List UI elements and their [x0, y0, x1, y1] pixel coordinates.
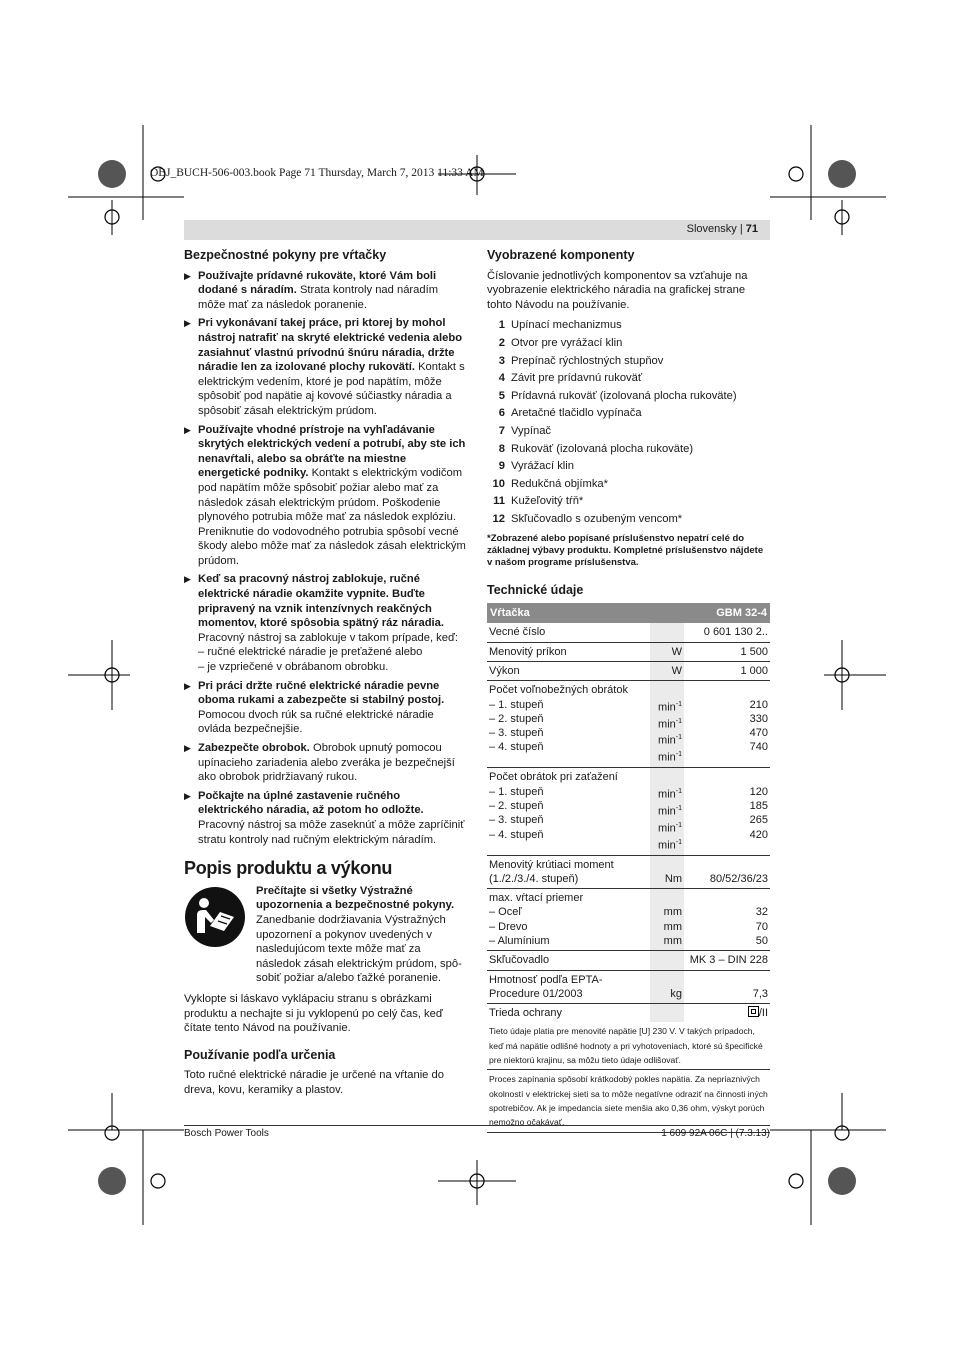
diameter-row-label: – Drevo — [489, 920, 528, 933]
component-label: Prepínač rýchlostných stupňov — [511, 354, 664, 367]
load-row-label: – 4. stupeň — [489, 828, 544, 841]
bullet-bold: Používajte prídavné rukoväte, ktoré Vám boli dodané s náradím. — [198, 269, 437, 297]
unit-cell — [650, 623, 684, 642]
weight-unit: kg — [650, 970, 684, 1004]
list-item — [487, 424, 770, 439]
table-head-right: GBM 32-4 — [684, 603, 770, 623]
component-number: 3 — [498, 354, 505, 367]
rpm-exp: -1 — [675, 717, 682, 725]
load-row-value: 120 — [749, 785, 768, 798]
header-label: Slovensky | 71 — [686, 223, 758, 235]
table-row — [487, 661, 770, 680]
bullet-text: Pracovný nástroj sa zablokuje v takom prípade, keď: — [198, 631, 458, 644]
tech-table — [487, 603, 770, 1132]
safety-bullet — [184, 572, 466, 674]
table-row — [487, 970, 770, 1004]
table-head-left: Vŕtačka — [487, 603, 684, 623]
list-item — [487, 318, 770, 333]
component-label: Upínací mechanizmus — [511, 319, 622, 332]
list-item — [487, 512, 770, 527]
safety-bullet — [184, 316, 466, 418]
table-row — [487, 642, 770, 661]
load-row-unit — [652, 819, 682, 836]
safety-bullet — [184, 269, 466, 313]
diameter-labels — [489, 905, 648, 948]
bullet-bold: Pri vykonávaní takej práce, pri ktorej by mohol nástroj natrafiť na skryté elektrické vedenia alebo zasiahnuť vlastnú prívodnú šnúru náradia, držte náradie len za izolované plochy rukovätí. — [198, 317, 463, 374]
list-item — [487, 354, 770, 369]
component-label: Vypínač — [511, 424, 552, 437]
tech-heading: Technické údaje — [487, 582, 584, 597]
diameter-row-unit: mm — [663, 920, 682, 933]
diameter-row-value: 50 — [755, 934, 768, 947]
part-number-label: Vecné číslo — [487, 623, 650, 642]
load-row-unit — [652, 785, 682, 802]
table-row — [487, 1004, 770, 1023]
unit-cell — [650, 951, 684, 970]
rpm-exp: -1 — [675, 734, 682, 742]
bullet-text: Pomocou dvoch rúk sa ručné elektrické náradie ovláda bezpečnejšie. — [198, 708, 434, 736]
component-number: 11 — [493, 495, 505, 508]
table-row — [487, 768, 770, 855]
component-label: Vyrážací klin — [511, 460, 575, 473]
bullet-text: Strata kontroly nad náradím môže mať za následok poranenie. — [198, 284, 439, 311]
print-info: OBJ_BUCH-506-003.book Page 71 Thursday, March 7, 2013 11:33 AM — [150, 167, 484, 179]
power-in: 1 500 — [684, 642, 770, 661]
safety-heading: Bezpečnostné pokyny pre vŕtačky — [184, 248, 387, 262]
header-language: Slovensky — [686, 223, 737, 235]
noload-units — [652, 698, 682, 766]
component-number: 5 — [498, 389, 505, 402]
warning-block — [184, 884, 466, 986]
right-column — [487, 248, 770, 1133]
load-row-value: 265 — [749, 814, 768, 827]
bullet-text: Kontakt s elektrickým vodičom pod napätím môže spôsobiť požiar alebo mať za následok zásah elektrickým prúdom. Poškodenie plynového potrubia môže mať za následok explóziu. Preniknutie do vodovodného potrubia spôsobí vecné škody alebo môže mať za následok zásah elektrickým prúdom. — [198, 467, 466, 567]
section-title: Popis produktu a výkonu — [184, 858, 393, 879]
diameter-label: max. vŕtací priemer — [489, 892, 584, 905]
noload-row-unit — [652, 698, 682, 715]
noload-row-value: 210 — [749, 698, 768, 711]
double-insulation-icon — [748, 1006, 759, 1017]
component-label: Prídavná rukoväť (izolovaná plocha rukoväte) — [511, 389, 737, 402]
rpm-unit: min — [658, 735, 676, 748]
footnote-2: Proces zapínania spôsobí krátkodobý pokles napätia. Za nepriaznivých okolností v elektrickej sieti sa to môže negatívne odraziť na činnosti iných spotrebičov. Ak je impedancia siete menšia ako 0,36 ohm, výskyt porúch nemožno očakávať. — [487, 1070, 770, 1132]
usage-text: Toto ručné elektrické náradie je určené na vŕtanie do dreva, kovu, keramiky a plastov. — [184, 1069, 444, 1096]
bullet-subitem: – ručné elektrické náradie je preťažené alebo — [198, 646, 423, 659]
table-row — [487, 681, 770, 768]
component-label: Závit pre prídavnú rukoväť — [511, 372, 643, 385]
chuck-label: Skľučovadlo — [487, 951, 650, 970]
part-number: 0 601 130 2.. — [684, 623, 770, 642]
rpm-exp: -1 — [675, 838, 682, 846]
rpm-unit: min — [658, 701, 676, 714]
table-row — [487, 623, 770, 642]
components-intro: Číslovanie jednotlivých komponentov sa vzťahuje na vyobrazenie elektrického náradia na grafickej strane tohto Návodu na používanie. — [487, 269, 748, 311]
rpm-unit: min — [658, 822, 676, 835]
table-header-row — [487, 603, 770, 623]
bullet-bold: Pri práci držte ručné elektrické náradie pevne oboma rukami a zabezpečte si stabilný postoj. — [198, 679, 445, 707]
load-row-unit — [652, 802, 682, 819]
table-row — [487, 1070, 770, 1132]
weight-label: Hmotnosť podľa EPTA-Procedure 01/2003 — [487, 970, 650, 1004]
safety-bullet — [184, 679, 466, 737]
bullet-bold: Keď sa pracovný nástroj zablokuje, ručné elektrické náradie okamžite vypnite. Buďte pripravený na vznik intenzívnych reakčných momentov, ktoré spôsobia spätný ráz náradia. — [198, 573, 444, 630]
diameter-units — [652, 905, 682, 948]
torque: 80/52/36/23 — [709, 872, 768, 885]
bullet-bold: Počkajte na úplné zastavenie ručného elektrického náradia, až potom ho odložte. — [198, 789, 424, 817]
left-column — [184, 248, 466, 1103]
safety-bullets — [184, 269, 466, 848]
noload-row-label: – 4. stupeň — [489, 741, 544, 754]
component-number: 7 — [498, 424, 505, 437]
power-in-unit: W — [650, 642, 684, 661]
power-out: 1 000 — [684, 661, 770, 680]
safety-bullet — [184, 423, 466, 569]
load-row-value: 185 — [749, 799, 768, 812]
rpm-unit: min — [658, 839, 676, 852]
bullet-arrow-icon: ▶ — [184, 424, 191, 435]
bullet-arrow-icon: ▶ — [184, 270, 191, 281]
power-out-unit: W — [650, 661, 684, 680]
list-item — [487, 477, 770, 492]
footer-right: 1 609 92A 06C | (7.3.13) — [661, 1128, 770, 1139]
footnote-1: Tieto údaje platia pre menovité napätie [U] 230 V. V takých prípadoch, keď má napätie odlišné hodnoty a pri vyhotoveniach, ktoré sú špecifické pre niektorú krajinu, sa môžu tieto údaje odlišovať. — [487, 1022, 770, 1069]
load-values — [686, 785, 768, 842]
component-number: 6 — [498, 407, 505, 420]
noload-labels — [489, 698, 648, 755]
table-row — [487, 889, 770, 951]
rpm-unit: min — [658, 718, 676, 731]
chuck: MK 3 – DIN 228 — [684, 951, 770, 970]
component-label: Otvor pre vyrážací klin — [511, 336, 623, 349]
bullet-arrow-icon: ▶ — [184, 680, 191, 691]
load-labels — [489, 785, 648, 842]
bullet-bold: Používajte vhodné prístroje na vyhľadávanie skrytých elektrických vedení a potrubí, aby ste ich nenavŕtali, alebo sa obráťte na miestne energetické podniky. — [198, 423, 466, 480]
bullet-arrow-icon: ▶ — [184, 318, 191, 329]
bullet-text: Kontakt s elektrickým vedením, ktoré je pod napätím, môže spôsobiť pod napätie aj kovové súčiastky náradia a spôsobiť zásah elektrickým prúdom. — [198, 361, 465, 417]
torque-label: Menovitý krútiaci moment — [489, 858, 614, 871]
rpm-unit: min — [658, 805, 676, 818]
noload-row-value: 330 — [749, 712, 768, 725]
components-list — [487, 318, 770, 526]
rpm-exp: -1 — [675, 804, 682, 812]
bullet-arrow-icon: ▶ — [184, 743, 191, 753]
component-number: 10 — [492, 477, 505, 490]
component-number: 12 — [492, 512, 505, 525]
component-number: 9 — [498, 460, 505, 473]
component-number: 1 — [498, 319, 505, 332]
weight: 7,3 — [684, 970, 770, 1004]
component-label: Redukčná objímka* — [511, 477, 609, 490]
component-label: Skľučovadlo s ozubeným vencom* — [511, 512, 683, 525]
usage-heading: Používanie podľa určenia — [184, 1047, 336, 1062]
protection-class — [684, 1004, 770, 1023]
unit-cell — [650, 1004, 684, 1023]
bullet-arrow-icon: ▶ — [184, 574, 191, 585]
diameter-row-unit: mm — [663, 906, 682, 919]
component-label: Kužeľovitý tŕň* — [511, 495, 584, 508]
component-label: Aretačné tlačidlo vypínača — [511, 407, 642, 420]
noload-row-label: – 1. stupeň — [489, 698, 544, 711]
noload-row-label: – 2. stupeň — [489, 712, 544, 725]
load-label: Počet obrátok pri zaťažení — [489, 771, 618, 784]
bullet-text: Pracovný nástroj sa môže zaseknúť a môže zapríčiniť stratu kontroly nad ručným elektrickým náradím. — [198, 818, 465, 846]
diameter-row-value: 32 — [755, 906, 768, 919]
torque-unit: Nm — [664, 872, 682, 885]
rpm-exp: -1 — [675, 821, 682, 829]
noload-row-unit — [652, 731, 682, 748]
page-footer — [184, 1125, 770, 1139]
table-row — [487, 855, 770, 889]
bullet-text: Obrobok upnutý pomocou upínacieho zariadenia alebo zveráka je bezpečnejší ako obrobok pridržiavaný rukou. — [198, 742, 455, 784]
fold-text: Vyklopte si láskavo vyklápaciu stranu s obrázkami produktu a nechajte si ju vyklopenú po celý čas, keď čítate tento Návod na používanie. — [184, 992, 443, 1035]
load-row-label: – 2. stupeň — [489, 799, 544, 812]
safety-bullet — [184, 789, 466, 847]
components-heading: Vyobrazené komponenty — [487, 248, 635, 262]
bullet-subitem: – je vzpriečené v obrábanom obrobku. — [198, 661, 389, 674]
accessory-note: *Zobrazené alebo popísané príslušenstvo nepatrí celé do základnej výbavy produktu. Kompletné príslušenstvo nájdete v našom programe príslušenstva. — [487, 532, 764, 568]
table-row — [487, 951, 770, 970]
rpm-unit: min — [658, 752, 676, 765]
load-row-label: – 1. stupeň — [489, 785, 544, 798]
noload-row-value: 470 — [749, 727, 768, 740]
noload-row-unit — [652, 748, 682, 765]
load-row-value: 420 — [749, 828, 768, 841]
list-item — [487, 371, 770, 386]
rpm-unit: min — [658, 788, 676, 801]
warning-text — [256, 884, 466, 986]
power-out-label: Výkon — [487, 661, 650, 680]
safety-bullet — [184, 741, 466, 785]
noload-row-unit — [652, 715, 682, 732]
load-units — [652, 785, 682, 853]
table-row — [487, 1022, 770, 1069]
warning-bold: Prečítajte si všetky Výstražné upozornenia a bezpečnostné pokyny. — [256, 884, 455, 912]
list-item — [487, 442, 770, 457]
diameter-row-label: – Oceľ — [489, 906, 522, 919]
component-number: 2 — [498, 336, 505, 349]
diameter-row-label: – Alumínium — [489, 934, 550, 947]
diameter-row-value: 70 — [755, 920, 768, 933]
noload-row-label: – 3. stupeň — [489, 727, 544, 740]
bullet-arrow-icon: ▶ — [184, 790, 191, 801]
protection-label: Trieda ochrany — [489, 1007, 562, 1020]
power-in-label: Menovitý príkon — [487, 642, 650, 661]
load-row-label: – 3. stupeň — [489, 814, 544, 827]
list-item — [487, 389, 770, 404]
protection-value: /II — [758, 1007, 768, 1020]
noload-label: Počet voľnobežných obrátok — [489, 684, 628, 697]
list-item — [487, 459, 770, 474]
noload-row-value: 740 — [749, 741, 768, 754]
page-number: 71 — [745, 223, 758, 235]
component-label: Rukoväť (izolovaná plocha rukoväte) — [511, 442, 694, 455]
noload-values — [686, 698, 768, 755]
warning-body: Zanedbanie dodržiavania Výstražných upozornení a pokynov uvedených v nasledujúcom texte môže mať za následok zásah elektrickým prúdom, spôsobiť požiar a/alebo ťažké poranenie. — [256, 913, 462, 985]
rpm-exp: -1 — [675, 751, 682, 759]
rpm-exp: -1 — [675, 700, 682, 708]
read-manual-icon — [184, 886, 246, 948]
component-number: 8 — [498, 442, 505, 455]
list-item — [487, 494, 770, 509]
footer-left: Bosch Power Tools — [184, 1128, 269, 1139]
component-number: 4 — [498, 372, 505, 385]
diameter-row-unit: mm — [663, 934, 682, 947]
page-header — [184, 220, 770, 240]
bullet-bold: Zabezpečte obrobok. — [198, 742, 310, 754]
diameter-values — [686, 905, 768, 948]
list-item — [487, 406, 770, 421]
torque-sub: (1./2./3./4. stupeň) — [489, 872, 579, 885]
list-item — [487, 336, 770, 351]
load-row-unit — [652, 836, 682, 853]
rpm-exp: -1 — [675, 787, 682, 795]
